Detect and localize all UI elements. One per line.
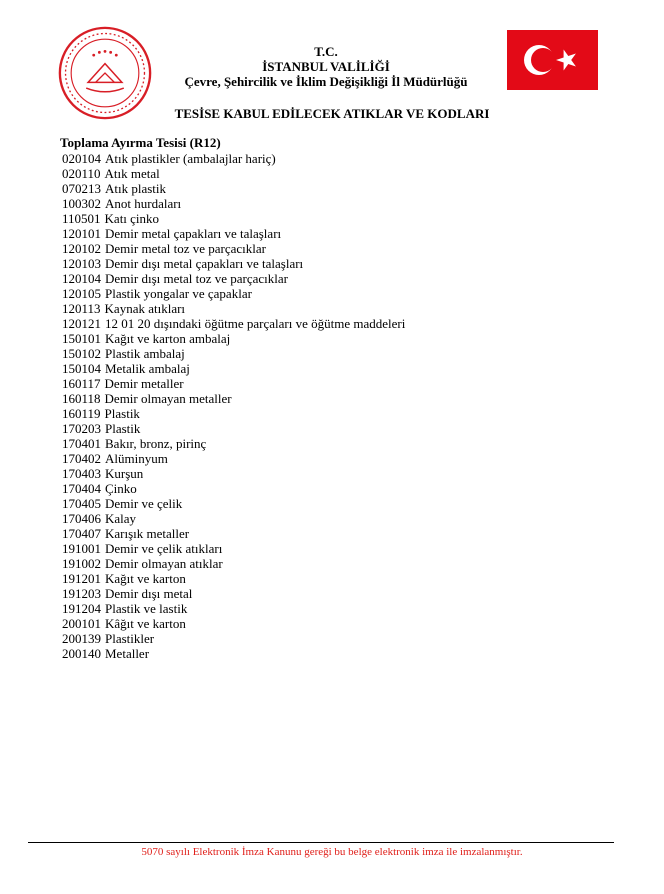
waste-list-item xyxy=(62,631,405,646)
waste-code: 170404 xyxy=(62,481,101,496)
waste-code: 120104 xyxy=(62,271,101,286)
waste-code: 020104 xyxy=(62,151,101,166)
waste-list-item xyxy=(62,211,405,226)
waste-list-item xyxy=(62,496,405,511)
header-line-directorate: Çevre, Şehircilik ve İklim Değişikliği İl Müdürlüğü xyxy=(184,74,468,89)
waste-list-item xyxy=(62,466,405,481)
waste-name: Demir ve çelik atıkları xyxy=(105,541,223,556)
waste-code: 160118 xyxy=(62,391,101,406)
waste-list-item xyxy=(62,286,405,301)
waste-list-item xyxy=(62,181,405,196)
waste-name: Çinko xyxy=(105,481,137,496)
waste-code: 170203 xyxy=(62,421,101,436)
waste-code: 120121 xyxy=(62,316,101,331)
waste-name: Demir dışı metal çapakları ve talaşları xyxy=(105,256,304,271)
waste-code: 200139 xyxy=(62,631,101,646)
waste-code: 170403 xyxy=(62,466,101,481)
waste-code-list xyxy=(62,151,405,661)
waste-list-item xyxy=(62,391,405,406)
waste-list-item xyxy=(62,511,405,526)
waste-name: Metaller xyxy=(105,646,150,661)
waste-name: Plastik ve lastik xyxy=(105,601,188,616)
waste-name: Demir metal toz ve parçacıklar xyxy=(105,241,266,256)
waste-name: Demir metal çapakları ve talaşları xyxy=(105,226,282,241)
header-line-tc: T.C. xyxy=(314,44,338,59)
waste-code: 170405 xyxy=(62,496,101,511)
waste-code: 020110 xyxy=(62,166,101,181)
waste-name: 12 01 20 dışındaki öğütme parçaları ve öğütme maddeleri xyxy=(105,316,406,331)
waste-name: Demir dışı metal xyxy=(105,586,193,601)
waste-list-item xyxy=(62,541,405,556)
waste-name: Demir dışı metal toz ve parçacıklar xyxy=(105,271,289,286)
waste-code: 200101 xyxy=(62,616,101,631)
waste-code: 150104 xyxy=(62,361,101,376)
waste-list-item xyxy=(62,196,405,211)
waste-list-item xyxy=(62,166,405,181)
waste-name: Plastik xyxy=(104,406,140,421)
waste-list-item xyxy=(62,346,405,361)
waste-list-item xyxy=(62,256,405,271)
waste-list-item xyxy=(62,436,405,451)
waste-name: Demir olmayan metaller xyxy=(104,391,232,406)
waste-code: 191203 xyxy=(62,586,101,601)
waste-list-item xyxy=(62,556,405,571)
waste-list-item xyxy=(62,361,405,376)
waste-list-item xyxy=(62,331,405,346)
waste-list-item xyxy=(62,316,405,331)
waste-list-item xyxy=(62,376,405,391)
waste-name: Karışık metaller xyxy=(105,526,190,541)
waste-code: 160117 xyxy=(62,376,101,391)
waste-name: Kağıt ve karton xyxy=(105,571,186,586)
waste-code: 110501 xyxy=(62,211,101,226)
waste-list-item xyxy=(62,226,405,241)
waste-list-item xyxy=(62,241,405,256)
waste-list-item xyxy=(62,301,405,316)
waste-code: 191001 xyxy=(62,541,101,556)
waste-list-item xyxy=(62,451,405,466)
waste-code: 120101 xyxy=(62,226,101,241)
waste-code: 170407 xyxy=(62,526,101,541)
waste-list-item xyxy=(62,151,405,166)
document-header xyxy=(150,44,502,89)
waste-code: 160119 xyxy=(62,406,101,421)
waste-code: 170402 xyxy=(62,451,101,466)
waste-name: Atık metal xyxy=(104,166,160,181)
waste-code: 120103 xyxy=(62,256,101,271)
waste-name: Plastik yongalar ve çapaklar xyxy=(105,286,252,301)
waste-list-item xyxy=(62,481,405,496)
waste-list-item xyxy=(62,421,405,436)
waste-list-item xyxy=(62,271,405,286)
waste-code: 191201 xyxy=(62,571,101,586)
footer-divider xyxy=(28,842,614,843)
waste-name: Anot hurdaları xyxy=(105,196,182,211)
waste-name: Bakır, bronz, pirinç xyxy=(105,436,207,451)
header-line-governorship: İSTANBUL VALİLİĞİ xyxy=(262,59,390,74)
e-signature-note: 5070 sayılı Elektronik İmza Kanunu gereği bu belge elektronik imza ile imzalanmıştır. xyxy=(141,846,523,858)
waste-code: 170406 xyxy=(62,511,101,526)
waste-name: Atık plastikler (ambalajlar hariç) xyxy=(105,151,276,166)
waste-list-item xyxy=(62,406,405,421)
waste-list-item xyxy=(62,616,405,631)
waste-list-item xyxy=(62,646,405,661)
waste-name: Demir ve çelik xyxy=(105,496,183,511)
waste-name: Kurşun xyxy=(105,466,144,481)
waste-code: 191002 xyxy=(62,556,101,571)
waste-name: Plastik ambalaj xyxy=(105,346,185,361)
waste-code: 100302 xyxy=(62,196,101,211)
document-title: TESİSE KABUL EDİLECEK ATIKLAR VE KODLARI xyxy=(174,106,490,121)
waste-name: Plastikler xyxy=(105,631,155,646)
waste-list-item xyxy=(62,586,405,601)
waste-name: Alüminyum xyxy=(105,451,168,466)
waste-code: 150101 xyxy=(62,331,101,346)
waste-code: 170401 xyxy=(62,436,101,451)
waste-name: Kaynak atıkları xyxy=(104,301,186,316)
waste-name: Demir metaller xyxy=(104,376,184,391)
waste-code: 120105 xyxy=(62,286,101,301)
waste-name: Metalik ambalaj xyxy=(105,361,190,376)
section-title: Toplama Ayırma Tesisi (R12) xyxy=(60,135,221,150)
waste-name: Kâğıt ve karton xyxy=(105,616,186,631)
waste-code: 150102 xyxy=(62,346,101,361)
waste-name: Demir olmayan atıklar xyxy=(105,556,223,571)
waste-name: Plastik xyxy=(105,421,141,436)
waste-code: 191204 xyxy=(62,601,101,616)
waste-list-item xyxy=(62,571,405,586)
waste-name: Kağıt ve karton ambalaj xyxy=(105,331,231,346)
waste-name: Kalay xyxy=(105,511,137,526)
turkish-flag-icon xyxy=(507,30,598,90)
waste-code: 120102 xyxy=(62,241,101,256)
waste-list-item xyxy=(62,601,405,616)
waste-name: Atık plastik xyxy=(105,181,167,196)
waste-code: 120113 xyxy=(62,301,101,316)
waste-code: 070213 xyxy=(62,181,101,196)
waste-code: 200140 xyxy=(62,646,101,661)
waste-list-item xyxy=(62,526,405,541)
waste-name: Katı çinko xyxy=(104,211,160,226)
